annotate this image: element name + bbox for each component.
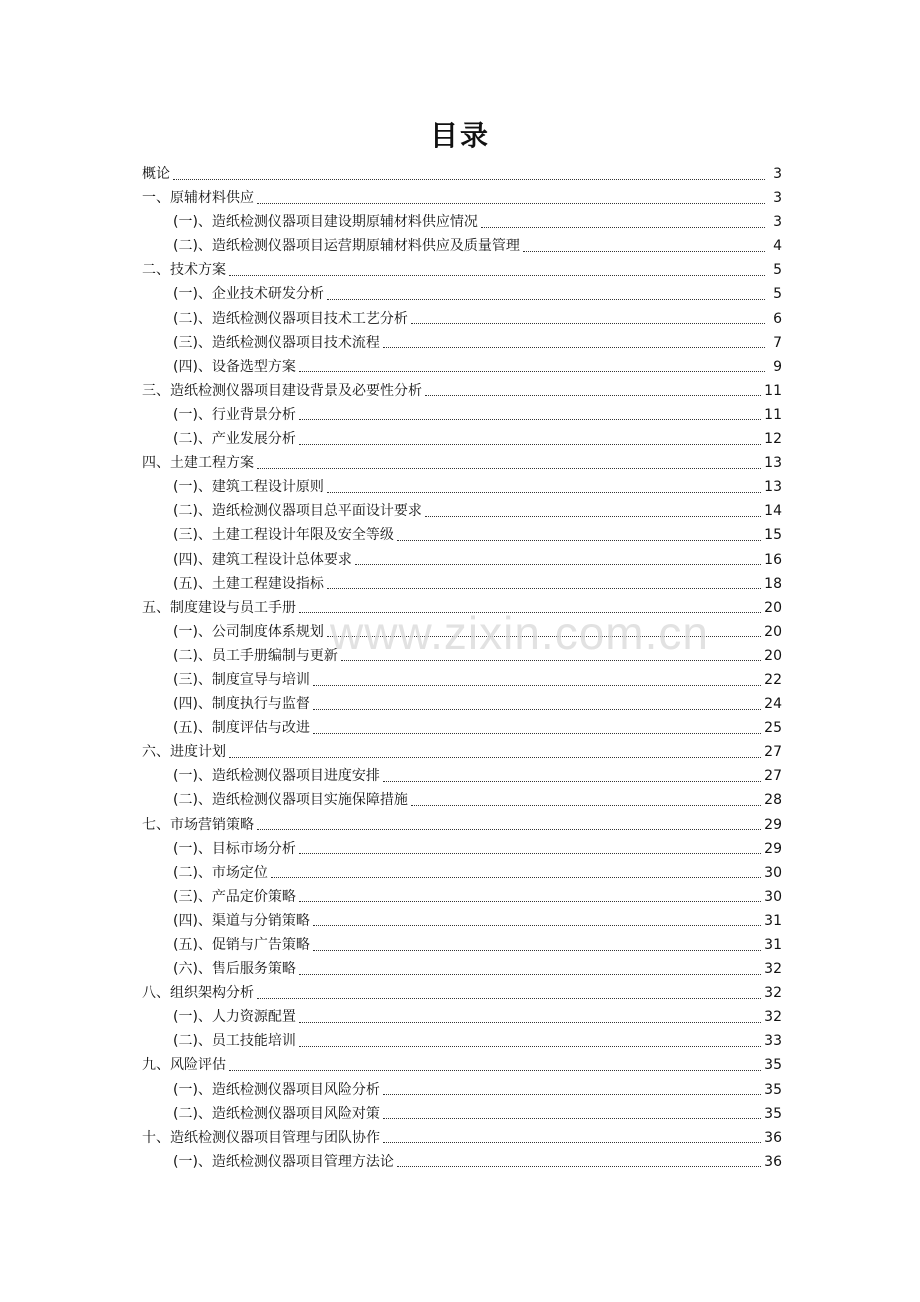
toc-entry-page-number: 27 [764,744,782,761]
toc-entry-label: (一)、造纸检测仪器项目进度安排 [173,768,380,785]
dot-leader [313,709,761,710]
dot-leader [411,323,765,324]
toc-entry-label: (二)、造纸检测仪器项目风险对策 [173,1105,380,1122]
dot-leader [313,925,761,926]
dot-leader [383,1094,761,1095]
toc-entry-label: 概论 [142,166,170,182]
toc-entry-label: (二)、造纸检测仪器项目实施保障措施 [173,792,408,809]
toc-entry-page-number: 12 [764,431,782,448]
dot-leader [299,371,765,372]
toc-entry[interactable] [142,644,782,668]
toc-entry[interactable] [142,788,782,812]
toc-entry-page-number: 29 [764,816,782,833]
toc-entry-label: (二)、市场定位 [173,864,268,881]
toc-entry[interactable] [142,957,782,981]
toc-entry-page-number: 13 [764,479,782,496]
dot-leader [257,468,761,469]
dot-leader [341,660,761,661]
dot-leader [299,419,761,420]
dot-leader [383,1142,761,1143]
toc-entry[interactable] [142,740,782,764]
toc-entry[interactable] [142,1126,782,1150]
dot-leader [397,1166,761,1167]
toc-entry-page-number: 20 [764,599,782,616]
toc-entry-label: (五)、制度评估与改进 [173,720,310,737]
dot-leader [327,299,765,300]
toc-entry-label: (四)、设备选型方案 [173,358,296,375]
toc-entry-page-number: 7 [773,334,782,351]
toc-entry-page-number: 18 [764,575,782,592]
toc-entry-label: (二)、造纸检测仪器项目运营期原辅材料供应及质量管理 [173,238,520,255]
table-of-contents [142,162,782,1174]
toc-entry[interactable] [142,1005,782,1029]
toc-entry-label: (一)、人力资源配置 [173,1009,296,1026]
dot-leader [299,1046,761,1047]
dot-leader [523,251,765,252]
toc-entry[interactable] [142,234,782,258]
page-title: 目录 [429,119,490,152]
toc-entry-label: 七、市场营销策略 [142,816,254,833]
toc-entry[interactable] [142,499,782,523]
toc-entry-page-number: 13 [764,455,782,472]
toc-entry-page-number: 16 [764,551,782,568]
toc-entry-label: 四、土建工程方案 [142,455,254,472]
dot-leader [313,685,761,686]
dot-leader [257,829,761,830]
dot-leader [257,998,761,999]
toc-entry[interactable] [142,1029,782,1053]
toc-entry-label: 八、组织架构分析 [142,985,254,1002]
toc-entry[interactable] [142,355,782,379]
toc-entry-label: (一)、目标市场分析 [173,840,296,857]
dot-leader [173,179,765,180]
toc-entry-page-number: 35 [764,1105,782,1122]
dot-leader [299,901,761,902]
dot-leader [355,564,761,565]
toc-entry-page-number: 24 [764,696,782,713]
toc-entry[interactable] [142,909,782,933]
toc-entry-page-number: 3 [773,190,782,207]
toc-entry-page-number: 14 [764,503,782,520]
dot-leader [257,203,765,204]
toc-entry-label: (一)、造纸检测仪器项目风险分析 [173,1081,380,1098]
toc-entry-label: 三、造纸检测仪器项目建设背景及必要性分析 [142,382,422,399]
dot-leader [383,347,765,348]
dot-leader [327,492,761,493]
toc-entry-label: (二)、造纸检测仪器项目技术工艺分析 [173,310,408,327]
toc-entry-page-number: 3 [773,166,782,182]
toc-entry-page-number: 5 [773,262,782,279]
toc-entry[interactable] [142,403,782,427]
toc-entry[interactable] [142,933,782,957]
toc-entry[interactable] [142,307,782,331]
dot-leader [327,636,761,637]
toc-entry-label: (三)、产品定价策略 [173,888,296,905]
toc-entry[interactable] [142,258,782,282]
toc-entry-page-number: 28 [764,792,782,809]
toc-entry-page-number: 36 [764,1153,782,1170]
toc-entry[interactable] [142,620,782,644]
toc-entry[interactable] [142,210,782,234]
dot-leader [299,853,761,854]
toc-entry-page-number: 30 [764,864,782,881]
toc-entry-label: (一)、建筑工程设计原则 [173,479,324,496]
toc-entry-page-number: 25 [764,720,782,737]
toc-entry-page-number: 9 [773,358,782,375]
toc-entry-page-number: 30 [764,888,782,905]
dot-leader [229,1070,761,1071]
toc-entry[interactable] [142,885,782,909]
toc-entry-page-number: 36 [764,1129,782,1146]
toc-entry[interactable] [142,764,782,788]
dot-leader [481,227,765,228]
toc-entry[interactable] [142,861,782,885]
toc-entry[interactable] [142,1102,782,1126]
toc-entry-page-number: 33 [764,1033,782,1050]
toc-entry-page-number: 15 [764,527,782,544]
toc-entry-label: (三)、造纸检测仪器项目技术流程 [173,334,380,351]
toc-entry[interactable] [142,427,782,451]
toc-entry-page-number: 32 [764,1009,782,1026]
toc-entry-label: 九、风险评估 [142,1057,226,1074]
toc-entry-page-number: 29 [764,840,782,857]
toc-entry[interactable] [142,331,782,355]
dot-leader [299,444,761,445]
toc-entry-page-number: 3 [773,214,782,231]
toc-entry-label: (五)、土建工程建设指标 [173,575,324,592]
toc-entry-label: (一)、造纸检测仪器项目建设期原辅材料供应情况 [173,214,478,231]
toc-entry-page-number: 35 [764,1081,782,1098]
toc-entry-page-number: 5 [773,286,782,303]
dot-leader [411,805,761,806]
toc-entry-page-number: 35 [764,1057,782,1074]
dot-leader [271,877,761,878]
toc-entry-label: (二)、产业发展分析 [173,431,296,448]
toc-entry-label: (六)、售后服务策略 [173,961,296,978]
toc-entry[interactable] [142,1150,782,1174]
toc-entry[interactable] [142,282,782,306]
toc-entry[interactable] [142,379,782,403]
toc-entry[interactable] [142,813,782,837]
toc-entry-label: 二、技术方案 [142,262,226,279]
toc-entry[interactable] [142,475,782,499]
toc-entry-label: (三)、土建工程设计年限及安全等级 [173,527,394,544]
toc-entry-page-number: 20 [764,623,782,640]
toc-entry[interactable] [142,716,782,740]
toc-entry-label: (三)、制度宣导与培训 [173,671,310,688]
toc-entry-page-number: 4 [773,238,782,255]
toc-entry-page-number: 11 [764,382,782,399]
toc-entry-label: 六、进度计划 [142,744,226,761]
dot-leader [397,540,761,541]
dot-leader [229,757,761,758]
toc-entry-label: 十、造纸检测仪器项目管理与团队协作 [142,1129,380,1146]
toc-entry-page-number: 31 [764,912,782,929]
toc-entry[interactable] [142,162,782,186]
toc-entry-page-number: 6 [773,310,782,327]
dot-leader [299,1022,761,1023]
toc-entry-page-number: 32 [764,961,782,978]
dot-leader [299,612,761,613]
dot-leader [313,733,761,734]
toc-entry[interactable] [142,1053,782,1077]
toc-entry-page-number: 11 [764,406,782,423]
toc-entry[interactable] [142,186,782,210]
toc-entry-label: (二)、员工手册编制与更新 [173,647,338,664]
toc-entry-page-number: 27 [764,768,782,785]
dot-leader [425,395,761,396]
toc-entry-label: (四)、渠道与分销策略 [173,912,310,929]
toc-entry-label: (四)、制度执行与监督 [173,696,310,713]
dot-leader [425,516,761,517]
toc-entry-page-number: 31 [764,937,782,953]
toc-entry[interactable] [142,523,782,547]
toc-entry[interactable] [142,668,782,692]
toc-entry[interactable] [142,451,782,475]
toc-entry-page-number: 32 [764,985,782,1002]
toc-entry[interactable] [142,572,782,596]
toc-entry-label: 五、制度建设与员工手册 [142,599,296,616]
toc-entry-label: (四)、建筑工程设计总体要求 [173,551,352,568]
toc-entry-label: (二)、员工技能培训 [173,1033,296,1050]
toc-entry-page-number: 20 [764,647,782,664]
toc-entry-label: (一)、造纸检测仪器项目管理方法论 [173,1153,394,1170]
toc-entry-label: 一、原辅材料供应 [142,190,254,207]
toc-entry-page-number: 22 [764,671,782,688]
dot-leader [229,275,765,276]
toc-entry[interactable] [142,981,782,1005]
dot-leader [383,781,761,782]
toc-entry-label: (二)、造纸检测仪器项目总平面设计要求 [173,503,422,520]
toc-entry[interactable] [142,692,782,716]
toc-entry-label: (一)、公司制度体系规划 [173,623,324,640]
dot-leader [313,950,761,951]
dot-leader [383,1118,761,1119]
watermark: www.zixin.com.cn [330,607,709,659]
toc-entry[interactable] [142,1078,782,1102]
toc-entry[interactable] [142,548,782,572]
toc-entry-label: (一)、企业技术研发分析 [173,286,324,303]
toc-entry[interactable] [142,596,782,620]
toc-entry[interactable] [142,837,782,861]
toc-entry-label: (五)、促销与广告策略 [173,937,310,953]
dot-leader [299,974,761,975]
dot-leader [327,588,761,589]
toc-entry-label: (一)、行业背景分析 [173,406,296,423]
